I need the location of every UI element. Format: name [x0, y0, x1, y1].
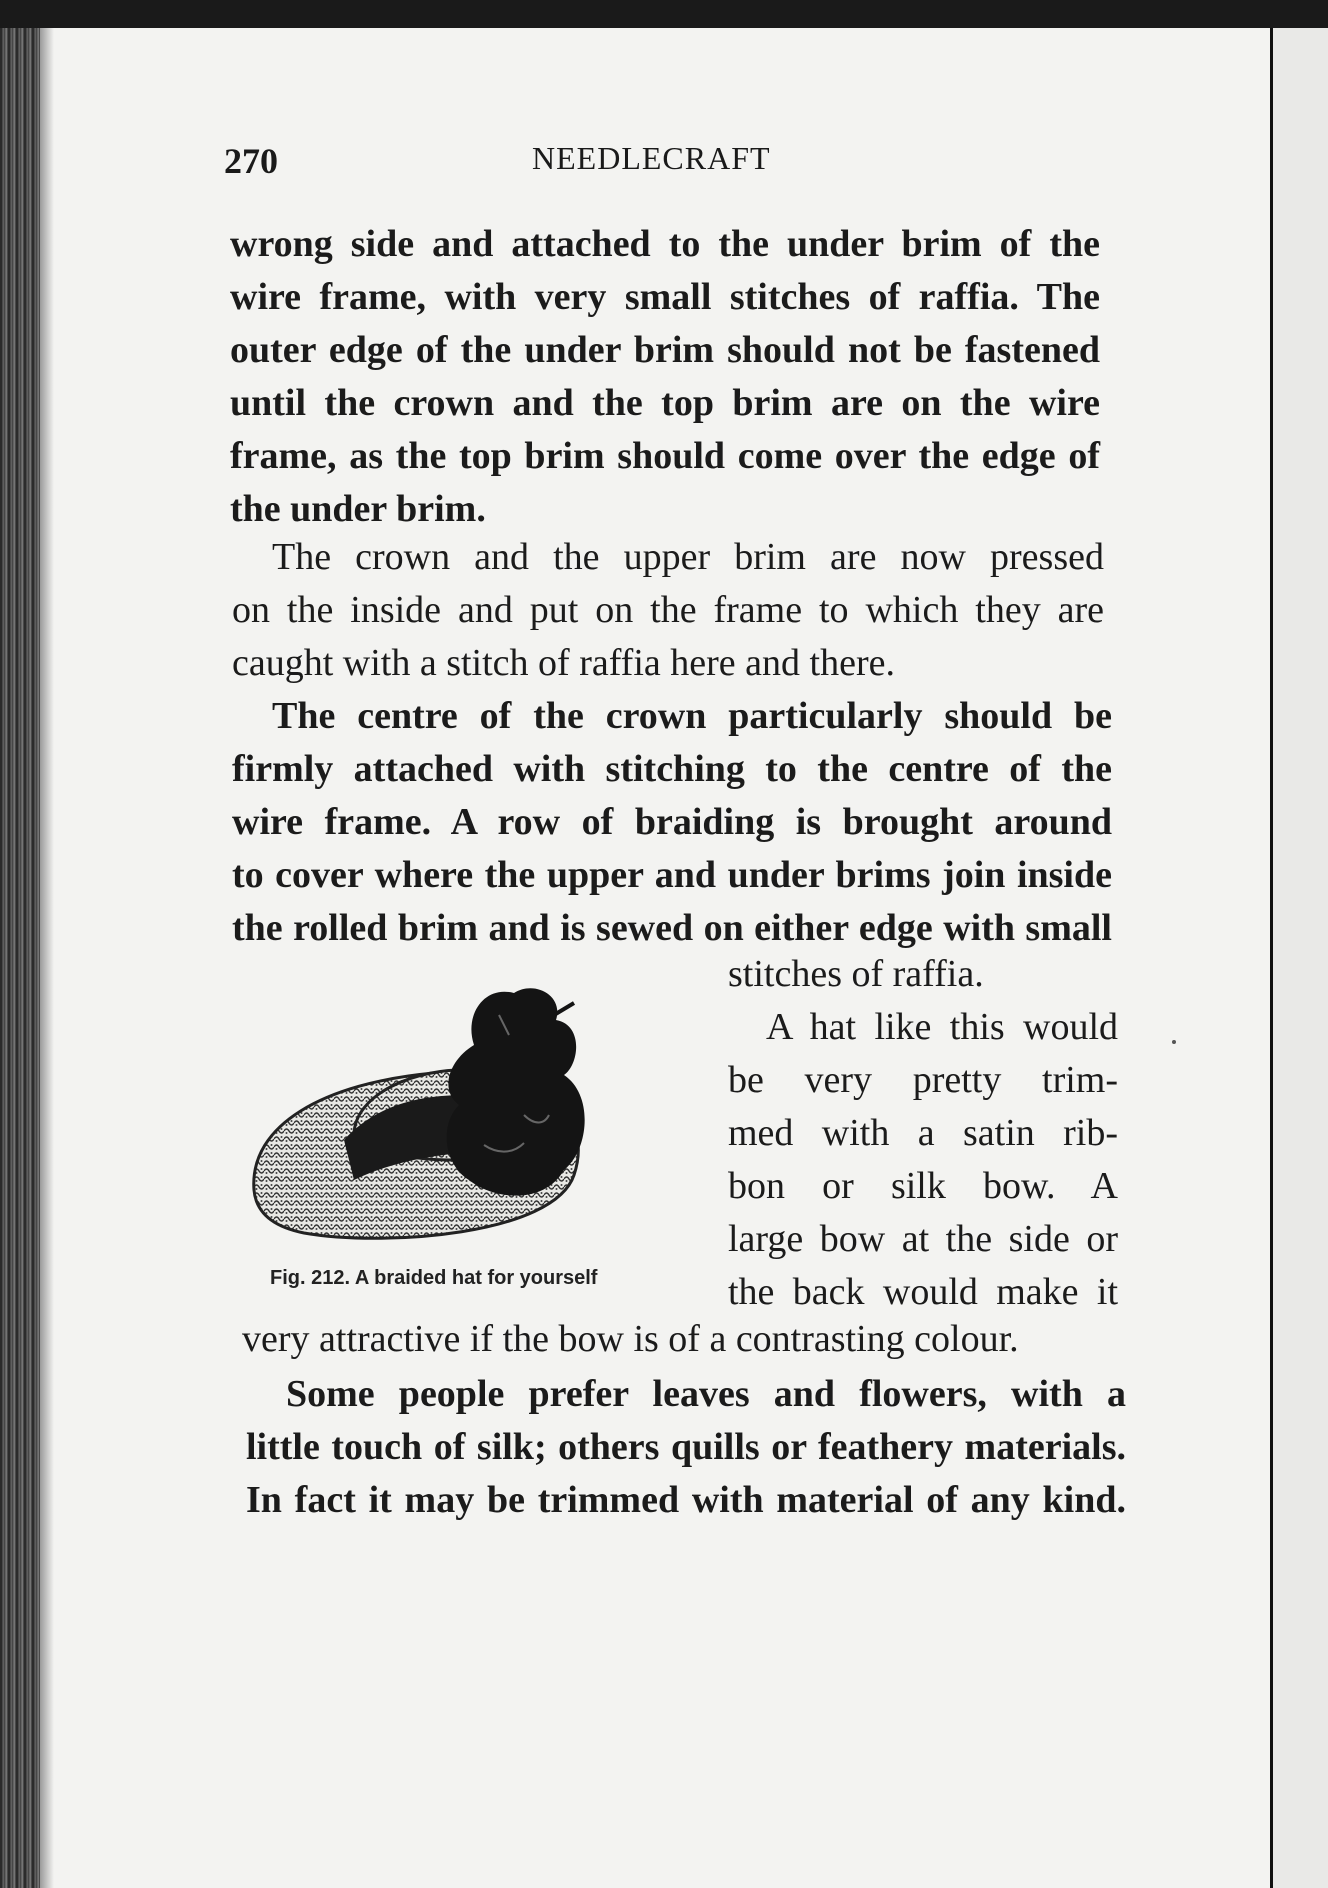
text-line: caught with a stitch of raffia here and there.	[232, 642, 895, 684]
scan-top-shadow	[0, 0, 1328, 30]
text-line: the rolled brim and is sewed on either edge with small	[232, 907, 1112, 949]
book-binding	[0, 28, 40, 1888]
text-line: the back would make it	[728, 1271, 1118, 1313]
text-line: stitches of raffia.	[728, 953, 984, 995]
figure-caption: Fig. 212. A braided hat for yourself	[270, 1267, 598, 1289]
text-line: until the crown and the top brim are on the wire	[230, 382, 1100, 424]
binding-shadow	[40, 28, 54, 1888]
page-number: 270	[224, 141, 278, 181]
text-line: to cover where the upper and under brims join inside	[232, 854, 1112, 896]
text-line: frame, as the top brim should come over the edge of	[230, 435, 1100, 477]
text-line: wire frame. A row of braiding is brought around	[232, 801, 1112, 843]
text-line: firmly attached with stitching to the centre of the	[232, 748, 1112, 790]
text-line: the under brim.	[230, 488, 486, 530]
text-line: outer edge of the under brim should not be fastened	[230, 329, 1100, 371]
text-line: In fact it may be trimmed with material of any kind.	[246, 1479, 1126, 1521]
text-line: be very pretty trim-	[728, 1059, 1118, 1101]
paragraph-5	[242, 1313, 1122, 1366]
text-line: Some people prefer leaves and flowers, with a	[286, 1373, 1126, 1415]
text-line: A hat like this would	[766, 1006, 1118, 1048]
paragraph-1	[230, 218, 1100, 536]
text-line: wire frame, with very small stitches of raffia. The	[230, 276, 1100, 318]
scan-speck	[1172, 1040, 1176, 1044]
side-paragraph	[728, 948, 1118, 1319]
text-line: med with a satin rib-	[728, 1112, 1118, 1154]
text-line: little touch of silk; others quills or feathery materials.	[246, 1426, 1126, 1468]
text-line: The centre of the crown particularly should be	[272, 695, 1112, 737]
braided-hat-figure	[244, 975, 694, 1255]
running-head: NEEDLECRAFT	[532, 140, 771, 176]
text-line: large bow at the side or	[728, 1218, 1118, 1260]
braided-hat-icon	[244, 975, 694, 1255]
text-line: wrong side and attached to the under brim of the	[230, 223, 1100, 265]
paragraph-2	[232, 531, 1104, 690]
text-line: very attractive if the bow is of a contrasting colour.	[242, 1318, 1019, 1360]
text-line: on the inside and put on the frame to which they are	[232, 589, 1104, 631]
paragraph-3	[232, 690, 1112, 955]
paragraph-6	[246, 1368, 1126, 1527]
text-line: The crown and the upper brim are now pressed	[272, 536, 1104, 578]
text-line: bon or silk bow. A	[728, 1165, 1118, 1207]
page-edge	[1270, 28, 1328, 1888]
